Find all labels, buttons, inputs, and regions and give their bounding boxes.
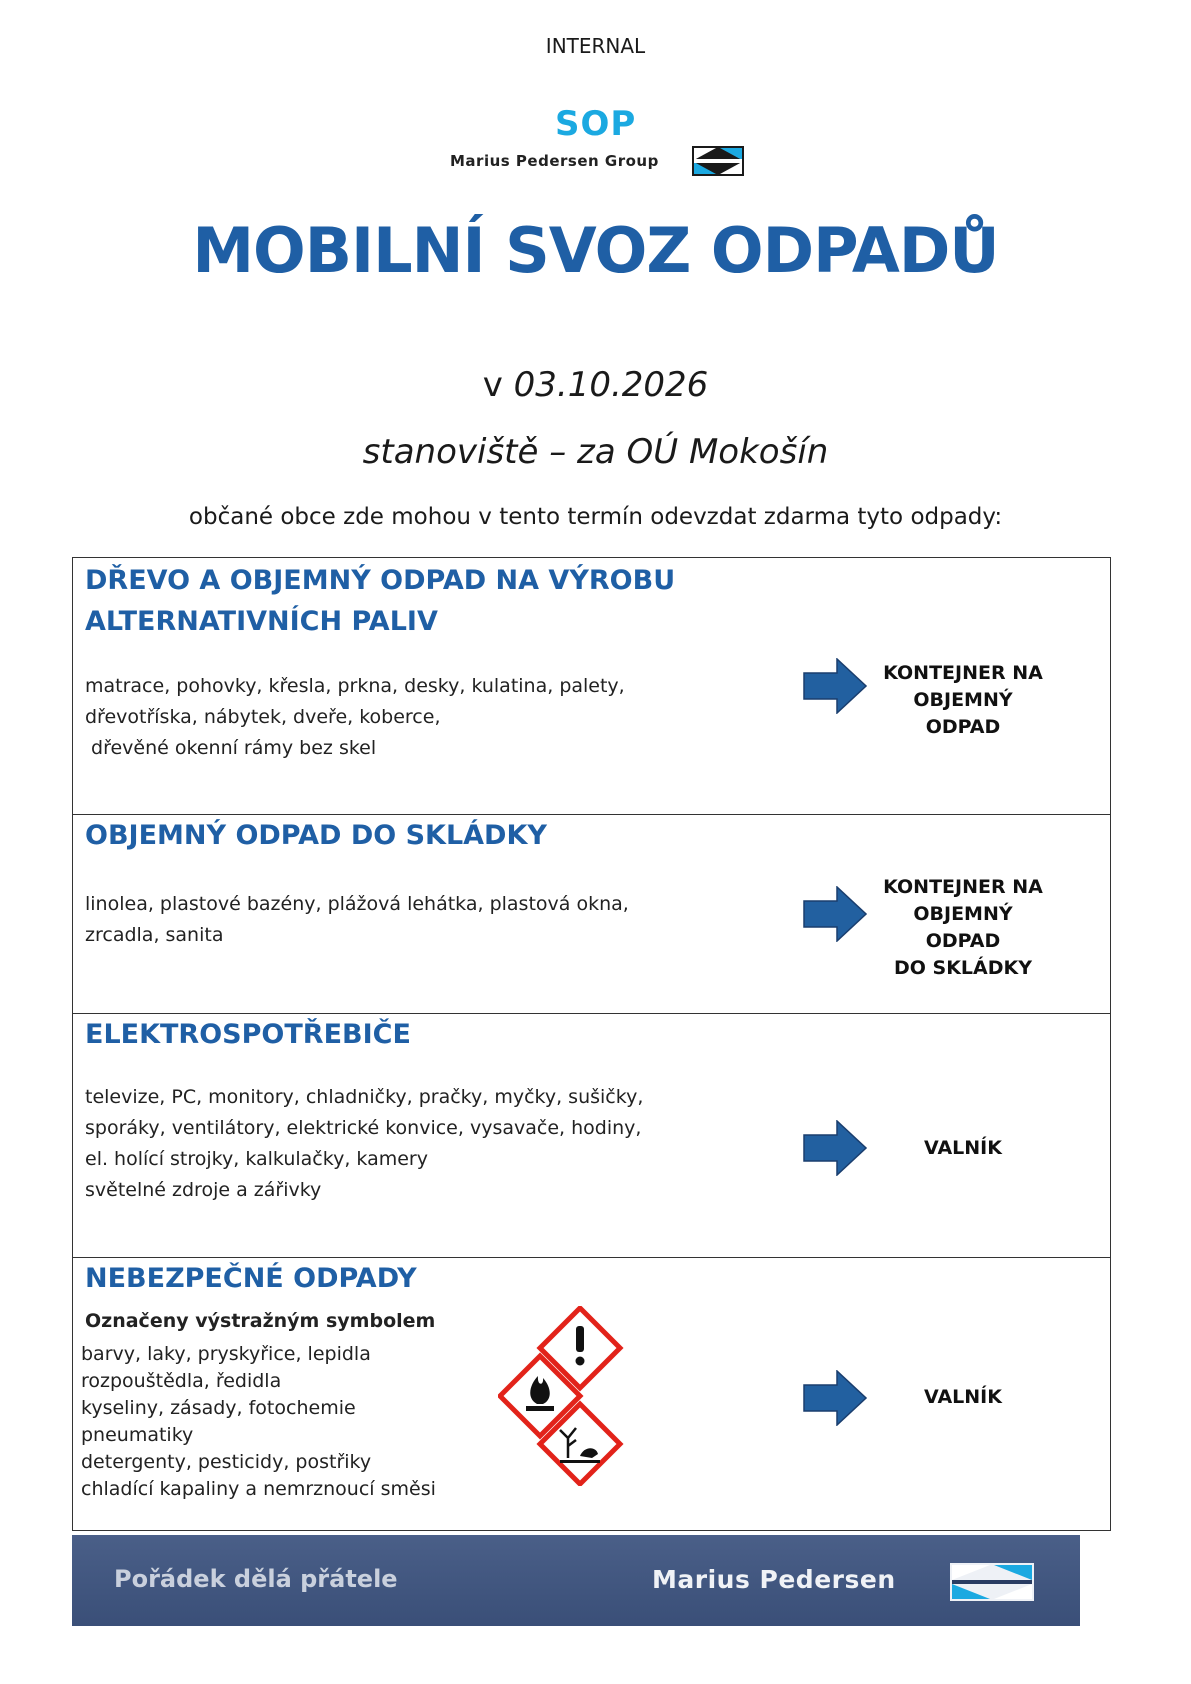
section-items: televize, PC, monitory, chladničky, pračky, myčky, sušičky, sporáky, ventilátory, elektrické konvice, vysavače, hodiny, el. holící strojky, kalkulačky, kamery světelné zdroje a zářivky bbox=[85, 1086, 644, 1201]
waste-section-hazardous bbox=[73, 1258, 1110, 1530]
date-prefix: v bbox=[482, 365, 503, 405]
date-value: 03.10.2026 bbox=[513, 365, 709, 405]
waste-section-electronics bbox=[73, 1014, 1110, 1258]
section-subheading: Označeny výstražným symbolem bbox=[85, 1310, 436, 1332]
event-date bbox=[0, 365, 1191, 405]
section-destination: VALNÍK bbox=[924, 1137, 1002, 1159]
section-destination: VALNÍK bbox=[924, 1386, 1002, 1408]
section-destination: KONTEJNER NA OBJEMNÝ ODPAD bbox=[883, 662, 1043, 738]
waste-table bbox=[72, 557, 1111, 1531]
page-title: MOBILNÍ SVOZ ODPADŮ bbox=[192, 214, 999, 287]
arrow-right-icon bbox=[803, 658, 867, 714]
section-destination: KONTEJNER NA OBJEMNÝ ODPAD DO SKLÁDKY bbox=[883, 876, 1043, 979]
section-heading: NEBEZPEČNÉ ODPADY bbox=[85, 1263, 417, 1294]
footer-banner bbox=[72, 1535, 1080, 1626]
arrow-right-icon bbox=[803, 1370, 867, 1426]
logo-group-name: Marius Pedersen Group bbox=[450, 152, 659, 170]
section-items: linolea, plastové bazény, plážová lehátka, plastová okna, zrcadla, sanita bbox=[85, 893, 629, 946]
footer-slogan: Pořádek dělá přátele bbox=[114, 1565, 398, 1593]
waste-section-wood bbox=[73, 558, 1110, 815]
hazard-pictograms-icon bbox=[498, 1306, 633, 1486]
event-location: stanoviště – za OÚ Mokošín bbox=[362, 432, 829, 472]
section-items: matrace, pohovky, křesla, prkna, desky, kulatina, palety, dřevotříska, nábytek, dveře, koberce, dřevěné okenní rámy bez skel bbox=[85, 675, 625, 759]
section-heading: DŘEVO A OBJEMNÝ ODPAD NA VÝROBU ALTERNATIVNÍCH PALIV bbox=[85, 565, 676, 637]
footer-brand: Marius Pedersen bbox=[652, 1565, 896, 1594]
section-items: barvy, laky, pryskyřice, lepidla rozpouštědla, ředidla kyseliny, zásady, fotochemie pneumatiky detergenty, pesticidy, postřiky chladící kapaliny a nemrznoucí směsi bbox=[81, 1343, 436, 1500]
intro-text: občané obce zde mohou v tento termín odevzdat zdarma tyto odpady: bbox=[188, 504, 1003, 530]
classification-label: INTERNAL bbox=[545, 34, 646, 58]
company-logo bbox=[430, 104, 760, 184]
arrow-right-icon bbox=[803, 1120, 867, 1176]
arrow-right-icon bbox=[803, 886, 867, 942]
flag-logo-icon bbox=[692, 146, 744, 176]
logo-brand: SOP bbox=[555, 104, 637, 144]
waste-section-landfill bbox=[73, 815, 1110, 1014]
section-heading: ELEKTROSPOTŘEBIČE bbox=[85, 1019, 411, 1050]
flag-logo-icon bbox=[950, 1563, 1034, 1601]
section-heading: OBJEMNÝ ODPAD DO SKLÁDKY bbox=[85, 820, 547, 851]
